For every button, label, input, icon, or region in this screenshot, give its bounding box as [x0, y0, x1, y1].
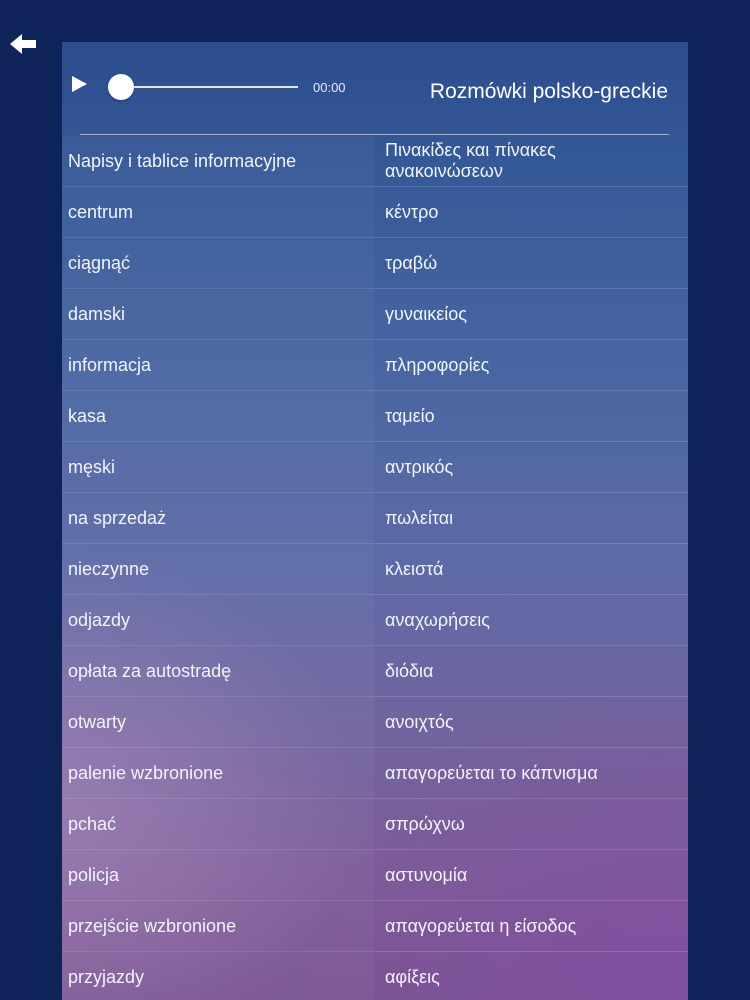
- polish-phrase: Napisy i tablice informacyjne: [62, 136, 374, 186]
- greek-phrase: αστυνομία: [385, 864, 468, 885]
- greek-phrase: Πινακίδες και πίνακες ανακοινώσεων: [385, 140, 556, 181]
- polish-phrase: otwarty: [62, 697, 374, 747]
- phrase-row[interactable]: [62, 544, 688, 595]
- phrasebook-panel: [62, 42, 688, 1000]
- polish-phrase: męski: [62, 442, 374, 492]
- polish-phrase: odjazdy: [62, 595, 374, 645]
- polish-phrase: palenie wzbronione: [62, 748, 374, 798]
- audio-player: [62, 42, 688, 136]
- polish-phrase: pchać: [62, 799, 374, 849]
- polish-phrase: kasa: [62, 391, 374, 441]
- phrase-row[interactable]: [62, 289, 688, 340]
- phrase-row[interactable]: [62, 748, 688, 799]
- polish-phrase: informacja: [62, 340, 374, 390]
- phrase-row[interactable]: [62, 493, 688, 544]
- greek-phrase: αντρικός: [385, 456, 454, 477]
- polish-phrase: policja: [62, 850, 374, 900]
- phrase-row[interactable]: [62, 952, 688, 1000]
- greek-phrase: αναχωρήσεις: [385, 609, 490, 630]
- greek-phrase: κλειστά: [385, 558, 444, 579]
- back-arrow-icon[interactable]: [8, 30, 40, 58]
- greek-phrase: τραβώ: [385, 252, 438, 273]
- greek-phrase: πωλείται: [385, 507, 454, 528]
- polish-phrase: nieczynne: [62, 544, 374, 594]
- polish-phrase: przyjazdy: [62, 952, 374, 1000]
- greek-phrase: αφίξεις: [385, 966, 440, 987]
- greek-phrase: ταμείο: [385, 405, 435, 426]
- phrase-row[interactable]: [62, 136, 688, 187]
- polish-phrase: na sprzedaż: [62, 493, 374, 543]
- phrase-row[interactable]: [62, 850, 688, 901]
- page-title: Rozmówki polsko-greckie: [429, 80, 668, 103]
- polish-phrase: ciągnąć: [62, 238, 374, 288]
- greek-phrase: απαγορεύεται το κάπνισμα: [385, 762, 598, 783]
- polish-phrase: centrum: [62, 187, 374, 237]
- polish-phrase: przejście wzbronione: [62, 901, 374, 951]
- phrase-row[interactable]: [62, 442, 688, 493]
- phrase-row[interactable]: [62, 391, 688, 442]
- greek-phrase: πληροφορίες: [385, 354, 490, 375]
- phrase-row[interactable]: [62, 799, 688, 850]
- header-divider: [80, 134, 669, 135]
- greek-phrase: σπρώχνω: [385, 813, 465, 834]
- play-icon[interactable]: [72, 76, 87, 92]
- polish-phrase: opłata za autostradę: [62, 646, 374, 696]
- phrase-list: [62, 136, 688, 1000]
- phrase-row[interactable]: [62, 340, 688, 391]
- phrase-row[interactable]: [62, 187, 688, 238]
- time-display: 00:00: [313, 80, 346, 95]
- phrase-row[interactable]: [62, 595, 688, 646]
- polish-phrase: damski: [62, 289, 374, 339]
- greek-phrase: διόδια: [385, 660, 434, 681]
- phrase-row[interactable]: [62, 646, 688, 697]
- greek-phrase: γυναικείος: [385, 303, 467, 324]
- greek-phrase: κέντρο: [385, 201, 439, 222]
- greek-phrase: απαγορεύεται η είσοδος: [385, 915, 577, 936]
- phrase-row[interactable]: [62, 238, 688, 289]
- greek-phrase: ανοιχτός: [385, 711, 454, 732]
- progress-track[interactable]: [120, 86, 298, 88]
- progress-thumb[interactable]: [108, 74, 134, 100]
- phrase-row[interactable]: [62, 697, 688, 748]
- phrase-row[interactable]: [62, 901, 688, 952]
